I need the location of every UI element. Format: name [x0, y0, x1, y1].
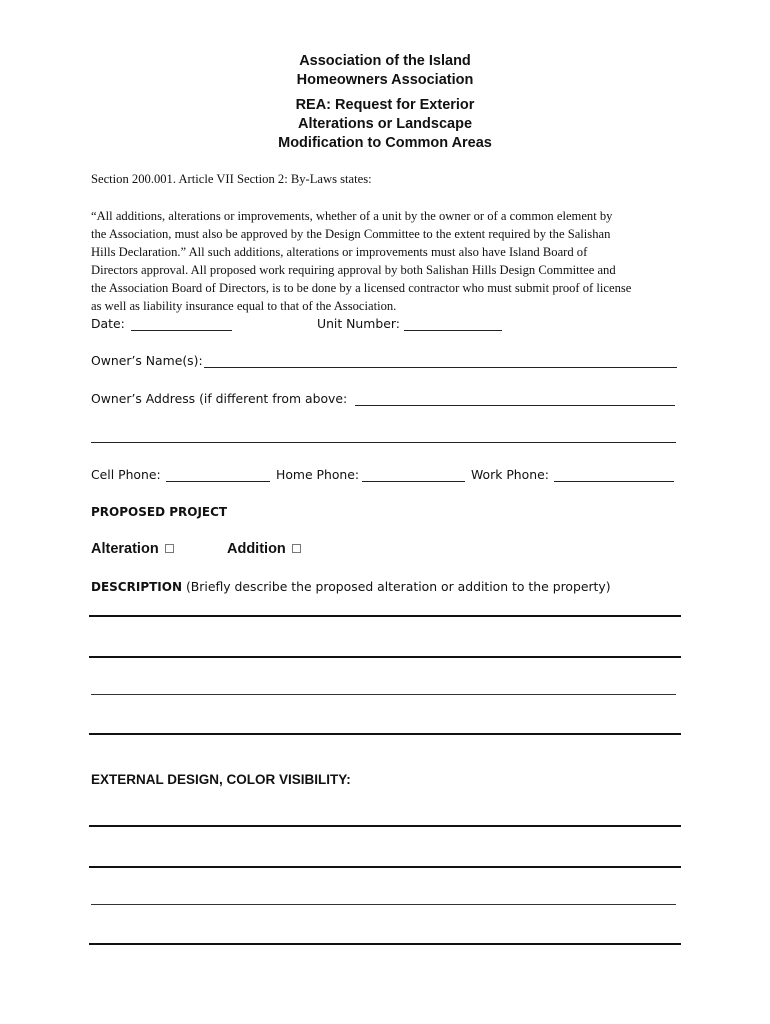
cell-phone-field[interactable]: [166, 481, 270, 482]
description-line-3[interactable]: [91, 694, 676, 695]
bylaws-quote: [91, 207, 631, 315]
quote-line: Hills Declaration.” All such additions, alterations or improvements must also have Island Board of: [91, 245, 588, 259]
work-phone-field[interactable]: [554, 481, 674, 482]
header-form-title-line2: Alterations or Landscape: [297, 116, 473, 132]
external-design-line-4[interactable]: [89, 943, 681, 945]
cell-phone-label: Cell Phone:: [91, 467, 161, 482]
owner-names-label: Owner’s Name(s):: [91, 353, 203, 368]
description-line-2[interactable]: [89, 656, 681, 658]
date-label: Date:: [91, 316, 125, 331]
quote-line: as well as liability insurance equal to that of the Association.: [91, 299, 397, 313]
unit-number-field[interactable]: [404, 330, 502, 331]
owner-address-label: Owner’s Address (if different from above:: [91, 391, 348, 406]
description-heading-row: [91, 579, 611, 594]
addition-checkbox[interactable]: [292, 544, 301, 553]
header-association-name: Association of the Island: [299, 53, 471, 69]
addition-label: Addition: [227, 541, 286, 557]
owner-address-field[interactable]: [355, 405, 675, 406]
external-design-line-2[interactable]: [89, 866, 681, 868]
quote-line: “All additions, alterations or improvements, whether of a unit by the owner or of a common element by: [91, 209, 613, 223]
owner-address-field-line2[interactable]: [91, 442, 676, 443]
alteration-option[interactable]: [91, 541, 174, 557]
date-field[interactable]: [131, 330, 232, 331]
description-line-4[interactable]: [89, 733, 681, 735]
alteration-label: Alteration: [91, 541, 159, 557]
description-heading: DESCRIPTION: [91, 580, 183, 594]
external-design-line-3[interactable]: [91, 904, 676, 905]
owner-names-field[interactable]: [204, 367, 677, 368]
proposed-project-heading: PROPOSED PROJECT: [91, 505, 228, 519]
external-design-heading: EXTERNAL DESIGN, COLOR VISIBILITY:: [91, 772, 351, 787]
addition-option[interactable]: [227, 541, 301, 557]
description-line-1[interactable]: [89, 615, 681, 617]
external-design-line-1[interactable]: [89, 825, 681, 827]
work-phone-label: Work Phone:: [471, 467, 549, 482]
header-form-title-line1: REA: Request for Exterior: [295, 97, 475, 113]
header-hoa-name: Homeowners Association: [296, 72, 474, 88]
quote-line: Directors approval. All proposed work requiring approval by both Salishan Hills Design Committee and: [91, 263, 616, 277]
home-phone-field[interactable]: [362, 481, 465, 482]
unit-number-label: Unit Number:: [317, 316, 400, 331]
description-hint: (Briefly describe the proposed alteration or addition to the property): [185, 579, 611, 594]
quote-line: the Association Board of Directors, is to be done by a licensed contractor who must submit proof of license: [91, 281, 632, 295]
bylaws-section-reference: Section 200.001. Article VII Section 2: By-Laws states:: [91, 172, 372, 186]
quote-line: the Association, must also be approved by the Design Committee to the extent required by the Salishan: [91, 227, 611, 241]
home-phone-label: Home Phone:: [276, 467, 360, 482]
alteration-checkbox[interactable]: [165, 544, 174, 553]
header-form-title-line3: Modification to Common Areas: [278, 135, 492, 151]
